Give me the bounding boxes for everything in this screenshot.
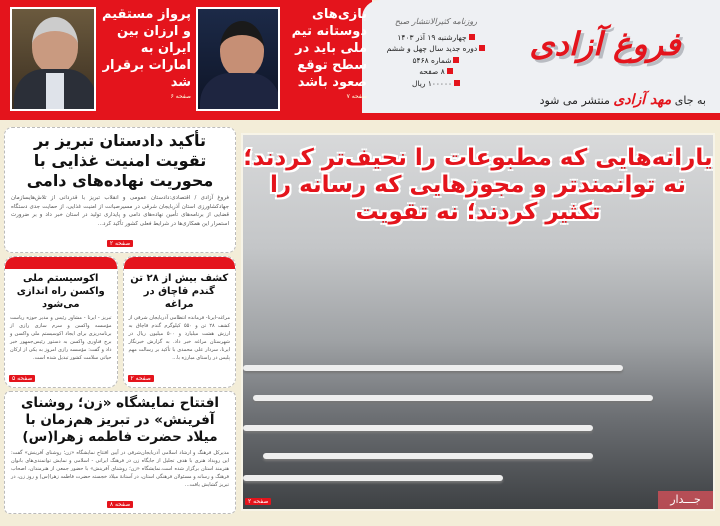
teaser-headline-flight[interactable]: پرواز مستقیم و ارزان بین ایران به امارات برقرار شد	[102, 7, 191, 90]
issue-pages: ۸ صفحه	[380, 66, 492, 78]
teaser-photo-official[interactable]	[10, 7, 96, 111]
main-headline[interactable]	[243, 145, 713, 226]
motto: روزنامه کثیرالانتشار صبح	[394, 17, 478, 26]
issue-period: دوره جدید سال چهل و ششم	[380, 43, 492, 55]
story-title: کشف بیش از ۲۸ تن گندم قاچاق در مراغه	[130, 273, 229, 310]
headline-line: تکثیر کردند؛ نه تقویت	[355, 199, 601, 225]
issue-info	[380, 16, 492, 89]
tagline	[540, 92, 706, 108]
teaser-headline-football[interactable]: بازی‌های دوستانه تیم ملی باید در سطح توقع صعود باشد	[291, 7, 367, 90]
main-story-photo[interactable]	[241, 133, 715, 511]
story-title: اکوسیستم ملی واکسن راه اندازی می‌شود	[16, 273, 105, 310]
newspaper-logo: فروغ آزادی	[529, 25, 681, 63]
tagline-after: منتشر می شود	[539, 94, 610, 107]
story-cards	[4, 256, 236, 388]
issue-price: ۱۰۰۰۰۰ ریال	[380, 78, 492, 90]
story-title: تأکید دادستان تبریز بر تقویت امنیت غذایی با محوریت نهاده‌های دامی	[26, 131, 214, 190]
teaser-football[interactable]	[283, 6, 367, 100]
left-column	[4, 127, 236, 514]
story-body: مراغه-ایرنا- فرمانده انتظامی آذربایجان شرقی از کشف ۲۸ تن و ۵۵۰ کیلوگرم گندم قاچاق به ارزش هشت میلیارد و ۵۰۰ میلیون ریال در شهرستان مراغه خبر داد. به گزارش خبرنگار ایرنا، سردار علی محمدی با تأکید بر رسالت مهم پلیس در راستای مبارزه با...	[128, 315, 230, 361]
page-badge[interactable]: صفحه ۲	[128, 375, 154, 382]
page-badge[interactable]: صفحه ۲	[107, 240, 133, 247]
story-vaccine[interactable]	[4, 256, 118, 388]
teaser-flight[interactable]	[99, 6, 191, 100]
teaser-page-ref: صفحه ۷	[346, 93, 367, 100]
page-badge[interactable]: صفحه ۸	[107, 501, 133, 508]
story-body: تبریز - ایرنا - مشاور رئیس و مدیر حوزه ریاست مؤسسه واکسن و سرم سازی رازی از برنامه‌ریزی برای ایجاد اکوسیستم ملی واکسن و برج فناوری واکسن به دستور رئیس‌جمهور خبر داد و گفت: مؤسسه رازی امروز به یکی از ارکان حیاتی سلامت کشور تبدیل شده است.	[10, 315, 112, 361]
teaser-page-ref: صفحه ۶	[170, 93, 191, 100]
issue-number: شماره ۵۴۶۸	[380, 55, 492, 67]
story-wheat-smuggling[interactable]	[123, 256, 237, 388]
watermark-logo: جـــدار	[658, 491, 713, 509]
header-strip	[0, 113, 720, 120]
story-title: افتتاح نمایشگاه «زن؛ روشنای آفرینش» در تبریز هم‌زمان با میلاد حضرت فاطمه زهرا(س)	[20, 395, 220, 445]
page-badge[interactable]: صفحه ۲	[245, 498, 271, 505]
tagline-brand: مهد آزادی	[613, 92, 672, 108]
story-food-security[interactable]	[4, 127, 236, 253]
story-women-exhibition[interactable]	[4, 391, 236, 514]
headline-line: نه توانمندتر و مجوزهایی که رسانه را	[269, 172, 687, 198]
teaser-photo-sports[interactable]	[196, 7, 280, 111]
story-body: فروغ آزادی / اقتصادی:دادستان عمومی و انقلاب تبریز با قدردانی از تلاش‌هایسازمان جهادکشاورزی استان آذربایجان شرقی در مسیرصیانت از امنیت غذایی، از حمایت جدی دستگاه قضایی از برنامه‌های تأمین نهاده‌های دامی و پایداری تولید در استان خبر داد و بر ضرورت استمرار این همکاری‌ها در شرایط فعلی کشور تأکید کرد...	[11, 195, 229, 227]
tagline-before: به جای	[674, 94, 706, 107]
issue-date: چهارشنبه ۱۹ آذر ۱۴۰۳	[380, 32, 492, 44]
page-badge[interactable]: صفحه ۵	[9, 375, 35, 382]
headline-line: یارانه‌هایی که مطبوعات را نحیف‌تر کردند؛	[243, 145, 713, 171]
story-body: مدیرکل فرهنگ و ارشاد اسلامی آذربایجان‌شرقی در آیین افتتاح نمایشگاه «زن؛ روشنای آفرینش» گفت: این رویداد هنری با هدف تجلیل از جایگاه زن در فرهنگ ایرانی - اسلامی و نمایش توانمندی‌های بانوان هنرمند استان برگزار شده است.نمایشگاه «زن؛ روشنای آفرینش» با حضور جمعی از هنرمندان، اصحاب فرهنگ و رسانه و مسئولان فرهنگی استان، در آستانهٔ میلاد خجسته حضرت فاطمه زهرا(س) و روز زن، در تبریز گشایش یافت...	[11, 450, 229, 488]
